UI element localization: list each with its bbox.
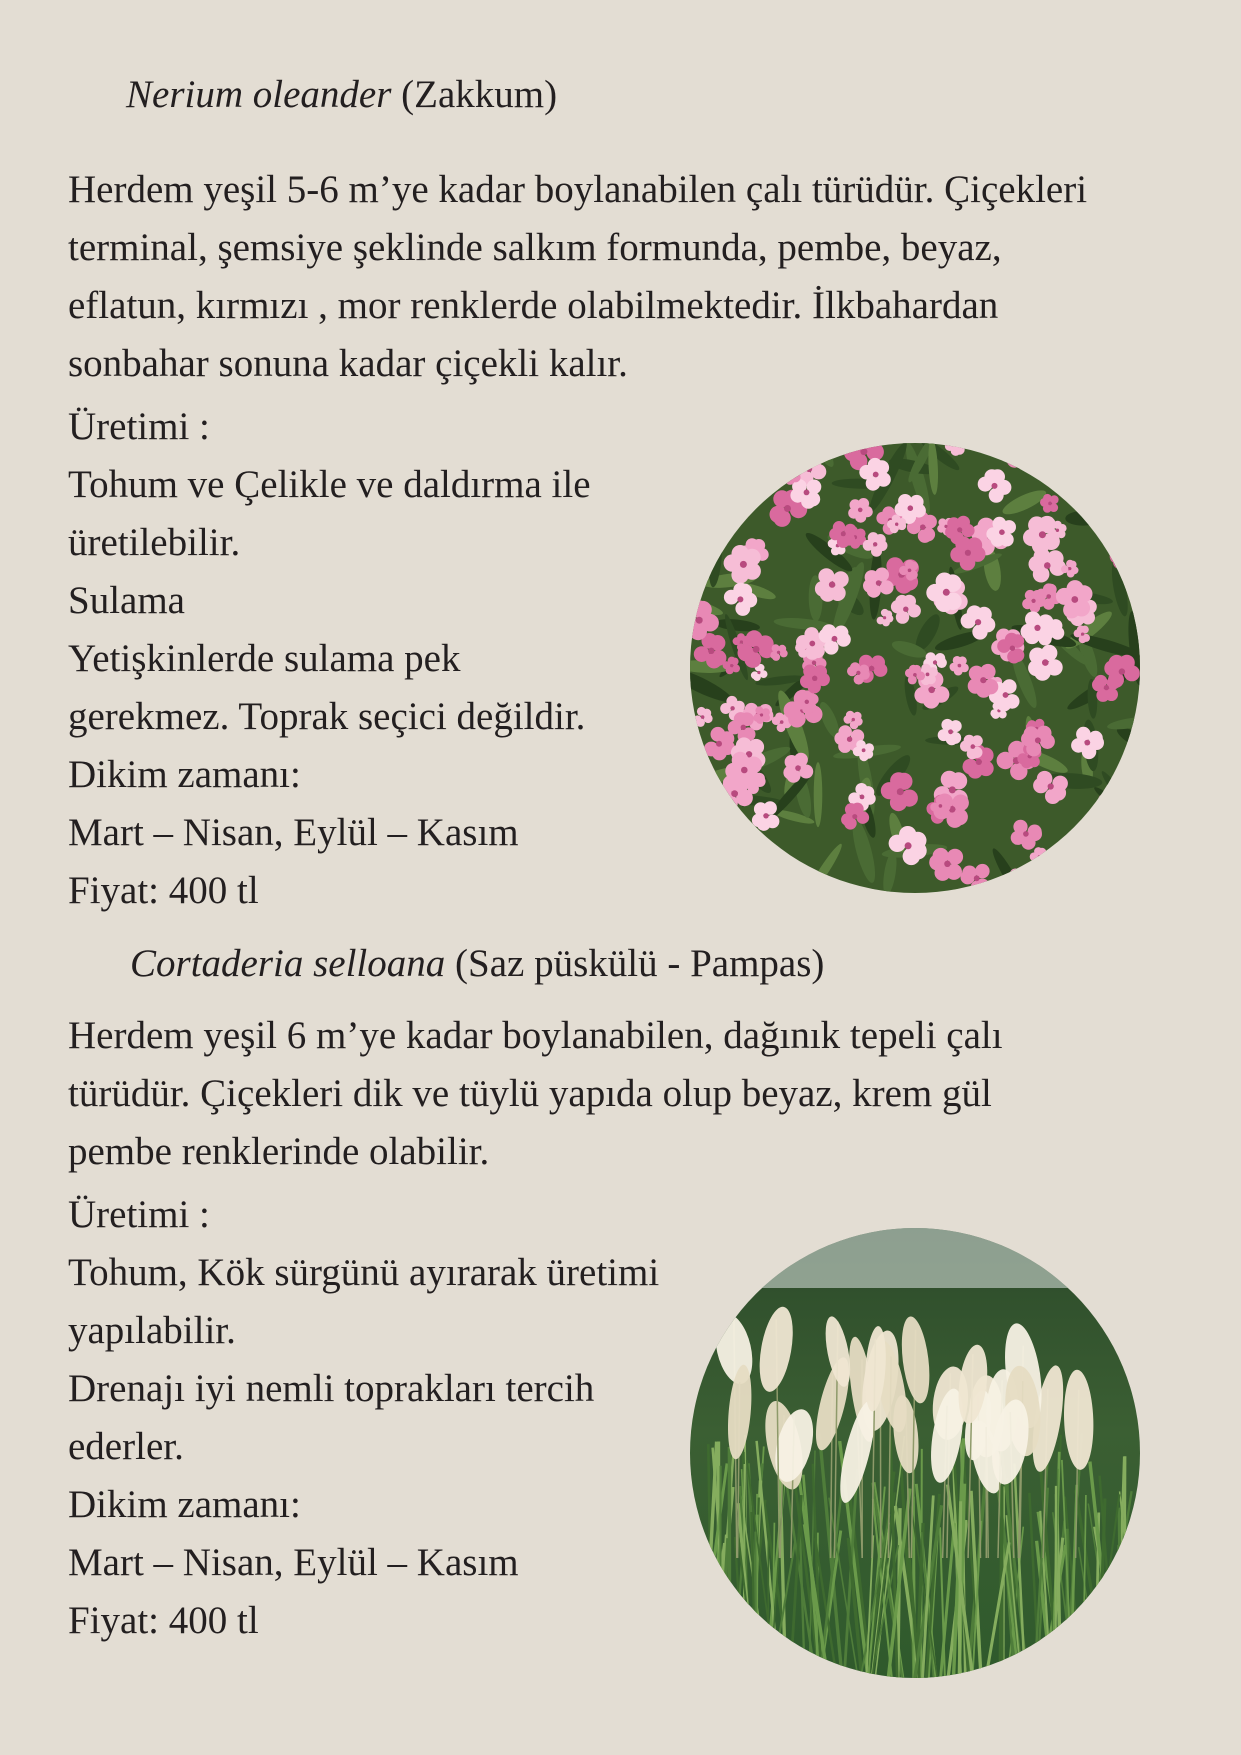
description-line: Herdem yeşil 5-6 m’ye kadar boylanabilen çalı türüdür. Çiçekleri	[68, 168, 1088, 211]
plant-title-pampas	[130, 940, 824, 988]
planting-time-value: Mart – Nisan, Eylül – Kasım	[68, 1541, 519, 1584]
oleander-photo	[690, 443, 1140, 893]
production-heading: Üretimi :	[68, 1193, 210, 1236]
planting-time-heading: Dikim zamanı:	[68, 753, 301, 796]
watering-heading: Sulama	[68, 579, 185, 622]
detail-line: Yetişkinlerde sulama pek	[68, 637, 461, 680]
description-line: terminal, şemsiye şeklinde salkım formunda, pembe, beyaz,	[68, 226, 1002, 269]
description-line: Herdem yeşil 6 m’ye kadar boylanabilen, dağınık tepeli çalı	[68, 1014, 1003, 1057]
price: Fiyat: 400 tl	[68, 869, 259, 912]
plant-title-oleander	[126, 71, 557, 119]
planting-time-heading: Dikim zamanı:	[68, 1483, 301, 1526]
soil-line: Drenajı iyi nemli toprakları tercih	[68, 1367, 595, 1410]
price: Fiyat: 400 tl	[68, 1599, 259, 1642]
production-heading: Üretimi :	[68, 405, 210, 448]
detail-line: ederler.	[68, 1425, 184, 1468]
detail-line: yapılabilir.	[68, 1309, 236, 1352]
description-line: eflatun, kırmızı , mor renklerde olabilmektedir. İlkbahardan	[68, 284, 999, 327]
common-name: (Saz püskülü - Pampas)	[445, 942, 825, 985]
planting-time-value: Mart – Nisan, Eylül – Kasım	[68, 811, 519, 854]
pampas-image	[690, 1228, 1140, 1678]
description-line: pembe renklerinde olabilir.	[68, 1130, 490, 1173]
detail-line: gerekmez. Toprak seçici değildir.	[68, 695, 586, 738]
pampas-photo	[690, 1228, 1140, 1678]
detail-line: Tohum ve Çelikle ve daldırma ile	[68, 463, 591, 506]
detail-line: Tohum, Kök sürgünü ayırarak üretimi	[68, 1251, 660, 1294]
description-line: sonbahar sonuna kadar çiçekli kalır.	[68, 342, 628, 385]
common-name: (Zakkum)	[391, 73, 558, 116]
latin-name: Nerium oleander	[126, 73, 392, 116]
oleander-image	[690, 443, 1140, 893]
detail-line: üretilebilir.	[68, 521, 241, 564]
description-line: türüdür. Çiçekleri dik ve tüylü yapıda olup beyaz, krem gül	[68, 1072, 992, 1115]
latin-name: Cortaderia selloana	[130, 942, 446, 985]
